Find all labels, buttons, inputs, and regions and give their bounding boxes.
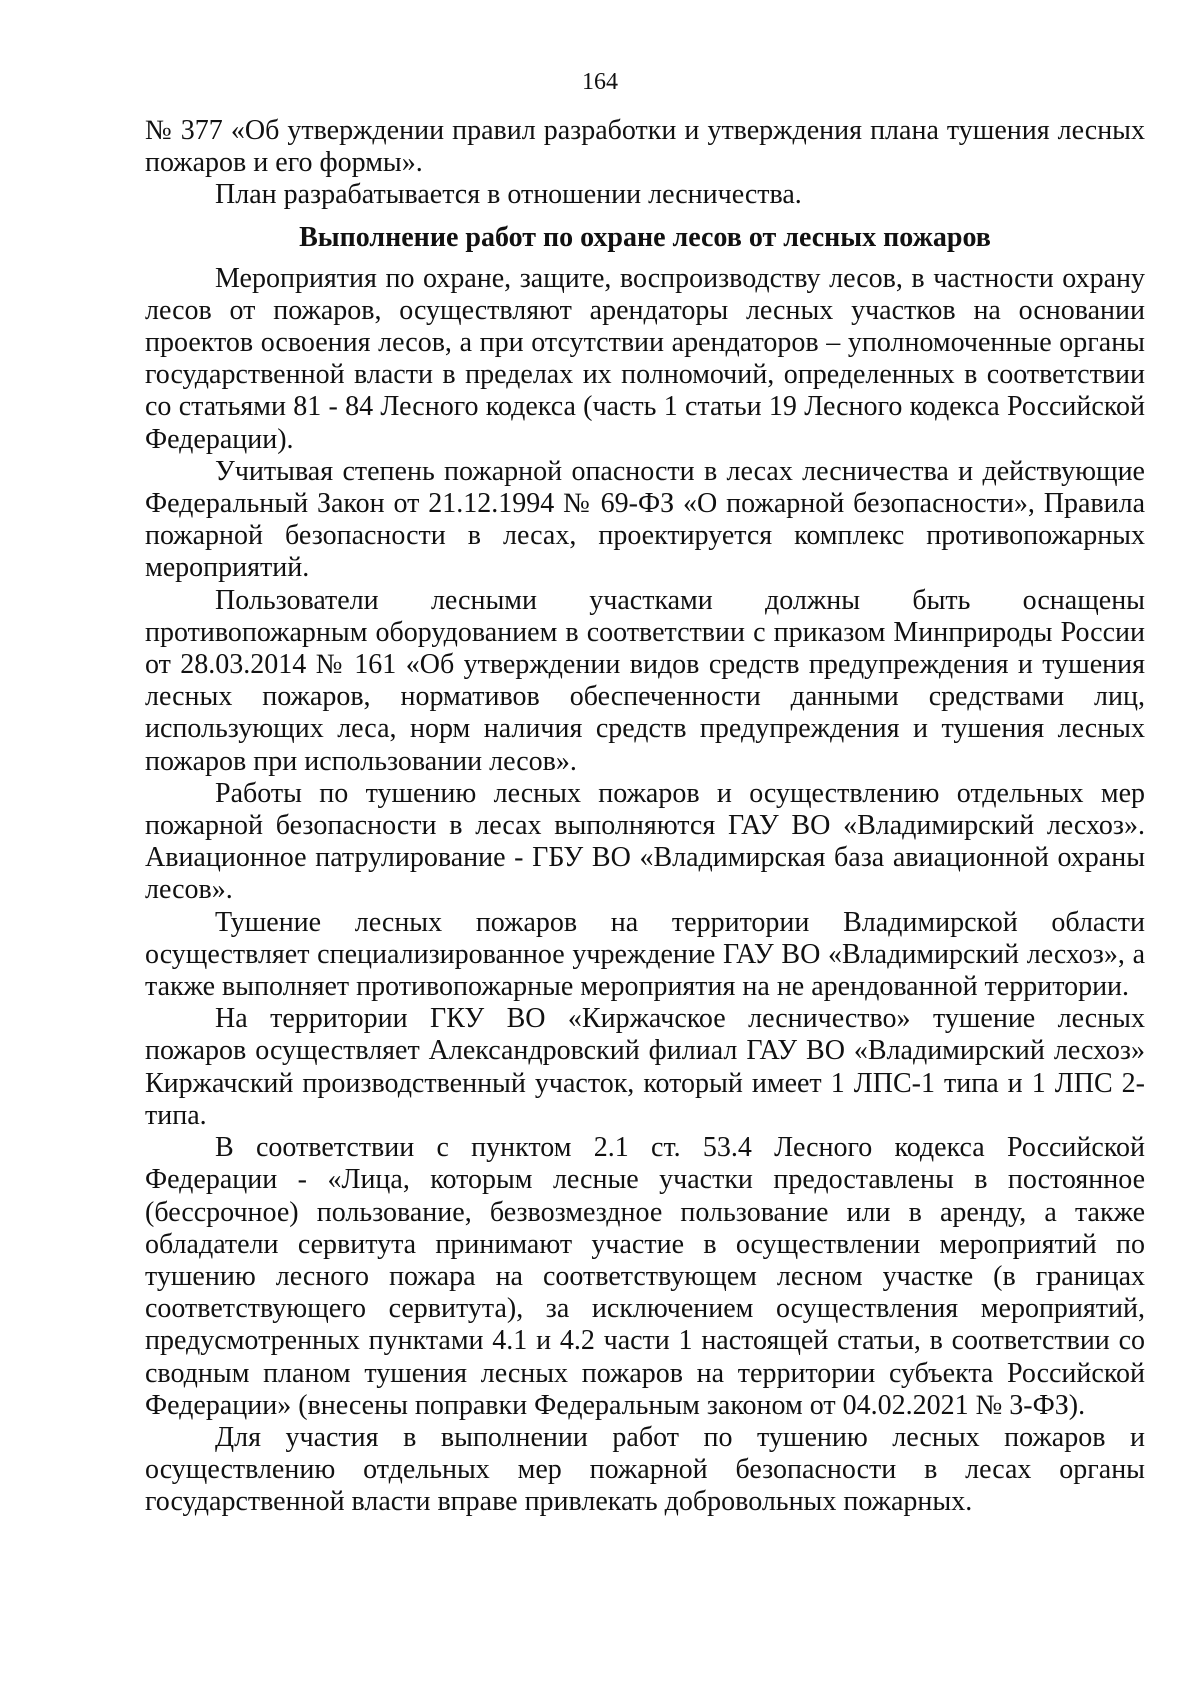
section-title: Выполнение работ по охране лесов от лесных пожаров — [299, 221, 991, 253]
paragraph-plan-scope: План разрабатывается в отношении лесничества. — [215, 179, 802, 211]
paragraph-order-reference: № 377 «Об утверждении правил разработки и утверждения плана тушения лесных пожаров и его формы». — [145, 115, 1145, 179]
paragraph-forest-code-article: В соответствии с пунктом 2.1 ст. 53.4 Лесного кодекса Российской Федерации - «Лица, которым лесные участки предоставлены в постоянное (бессрочное) пользование, безвозмездное пользование или в аренду, а также обладатели сервитута принимают участие в осуществлении мероприятий по тушению лесного пожара на соответствующем лесном участке (в границах соответствующего сервитута), за исключением осуществления мероприятий, предусмотренных пунктами 4.1 и 4.2 части 1 настоящей статьи, в соответствии со сводным планом тушения лесных пожаров на территории субъекта Российской Федерации» (внесены поправки Федеральным законом от 04.02.2021 № 3-ФЗ). — [145, 1132, 1145, 1421]
paragraph-kirzhach-forestry: На территории ГКУ ВО «Киржачское лесничество» тушение лесных пожаров осуществляет Александровский филиал ГАУ ВО «Владимирский лесхоз» Киржачский производственный участок, который имеет 1 ЛПС-1 типа и 1 ЛПС 2-типа. — [145, 1003, 1145, 1131]
page-number: 164 — [582, 69, 618, 95]
paragraph-firefighting-works: Работы по тушению лесных пожаров и осуществлению отдельных мер пожарной безопасности в лесах выполняются ГАУ ВО «Владимирский лесхоз». Авиационное патрулирование - ГБУ ВО «Владимирская база авиационной охраны лесов». — [145, 777, 1145, 906]
paragraph-volunteer-firefighters: Для участия в выполнении работ по тушению лесных пожаров и осуществлению отдельных мер пожарной безопасности в лесах органы государственной власти вправе привлекать добровольных пожарных. — [145, 1421, 1145, 1518]
paragraph-equipment-requirements: Пользователи лесными участками должны быть оснащены противопожарным оборудованием в соответствии с приказом Минприроды России от 28.03.2014 № 161 «Об утверждении видов средств предупреждения и тушения лесных пожаров, нормативов обеспеченности данными средствами лиц, использующих леса, норм наличия средств предупреждения и тушения лесных пожаров при использовании лесов». — [145, 584, 1145, 777]
paragraph-fire-safety-law: Учитывая степень пожарной опасности в лесах лесничества и действующие Федеральный Закон от 21.12.1994 № 69-ФЗ «О пожарной безопасности», Правила пожарной безопасности в лесах, проектируется комплекс противопожарных мероприятий. — [145, 455, 1145, 584]
paragraph-regional-firefighting: Тушение лесных пожаров на территории Владимирской области осуществляет специализированное учреждение ГАУ ВО «Владимирский лесхоз», а также выполняет противопожарные мероприятия на не арендованной территории. — [145, 906, 1145, 1003]
paragraph-protection-measures: Мероприятия по охране, защите, воспроизводству лесов, в частности охрану лесов от пожаров, осуществляют арендаторы лесных участков на основании проектов освоения лесов, а при отсутствии арендаторов – уполномоченные органы государственной власти в пределах их полномочий, определенных в соответствии со статьями 81 - 84 Лесного кодекса (часть 1 статьи 19 Лесного кодекса Российской Федерации). — [145, 262, 1145, 455]
document-body — [145, 115, 1145, 1519]
